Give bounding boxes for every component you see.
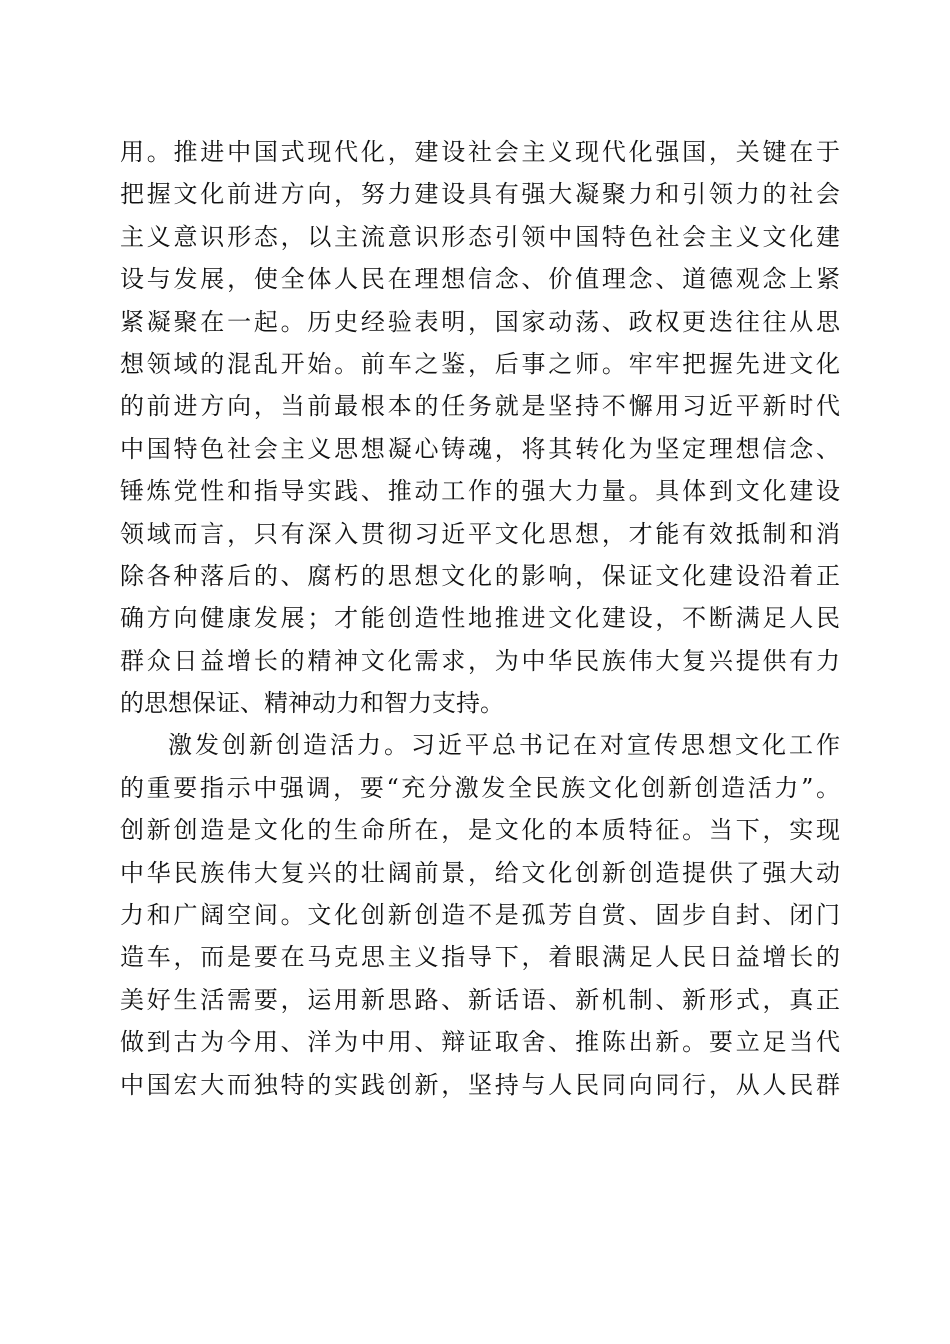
text-line-2: 把握文化前进方向，努力建设具有强大凝聚力和引领力的社会 [120,180,840,209]
text-line-12: 确方向健康发展；才能创造性地推进文化建设，不断满足人民 [120,604,840,633]
text-line-13: 群众日益增长的精神文化需求，为中华民族伟大复兴提供有力 [120,646,840,675]
text-line-9: 锤炼党性和指导实践、推动工作的强大力量。具体到文化建设 [120,477,840,506]
text-line-5: 紧凝聚在一起。历史经验表明，国家动荡、政权更迭往往从思 [120,307,840,336]
text-line-7: 的前进方向，当前最根本的任务就是坚持不懈用习近平新时代 [120,392,840,421]
text-line-14: 的思想保证、精神动力和智力支持。 [120,689,504,718]
text-line-20: 造车，而是要在马克思主义指导下，着眼满足人民日益增长的 [120,943,840,972]
text-line-16: 的重要指示中强调，要“充分激发全民族文化创新创造活力”。 [120,773,840,802]
text-line-1: 用。推进中国式现代化，建设社会主义现代化强国，关键在于 [120,138,840,166]
text-line-10: 领域而言，只有深入贯彻习近平文化思想，才能有效抵制和消 [120,519,840,548]
text-line-21: 美好生活需要，运用新思路、新话语、新机制、新形式，真正 [120,985,840,1014]
text-line-17: 创新创造是文化的生命所在，是文化的本质特征。当下，实现 [120,816,840,845]
text-line-6: 想领域的混乱开始。前车之鉴，后事之师。牢牢把握先进文化 [120,349,840,378]
text-line-19: 力和广阔空间。文化创新创造不是孤芳自赏、固步自封、闭门 [120,901,840,930]
text-line-23: 中国宏大而独特的实践创新，坚持与人民同向同行，从人民群 [120,1070,840,1099]
body-text [120,131,840,1106]
text-line-15: 激发创新创造活力。习近平总书记在对宣传思想文化工作 [168,731,840,760]
text-line-8: 中国特色社会主义思想凝心铸魂，将其转化为坚定理想信念、 [120,434,840,463]
text-line-3: 主义意识形态，以主流意识形态引领中国特色社会主义文化建 [120,222,840,251]
text-line-4: 设与发展，使全体人民在理想信念、价值理念、道德观念上紧 [120,265,840,294]
text-line-11: 除各种落后的、腐朽的思想文化的影响，保证文化建设沿着正 [120,561,840,590]
text-line-18: 中华民族伟大复兴的壮阔前景，给文化创新创造提供了强大动 [120,858,840,887]
text-line-22: 做到古为今用、洋为中用、辩证取舍、推陈出新。要立足当代 [120,1028,840,1057]
